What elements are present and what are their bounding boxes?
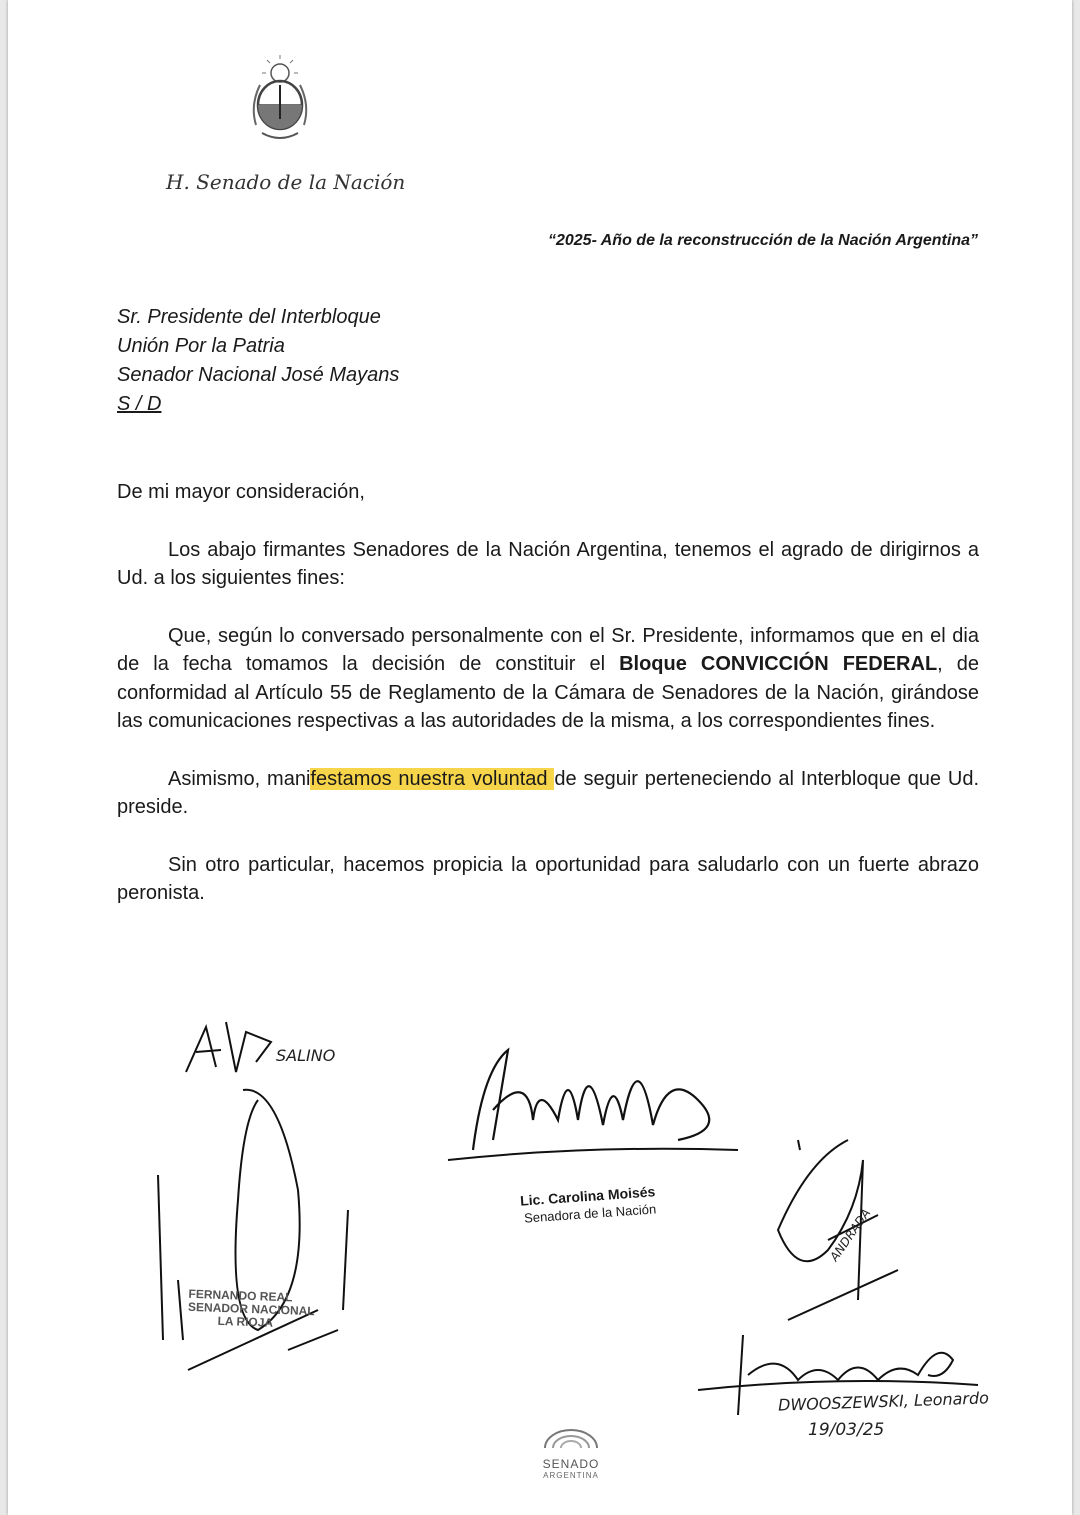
addressee-line-sd: S / D [117, 393, 162, 415]
paragraph-decision [117, 622, 979, 736]
addressee-line: Unión Por la Patria [117, 335, 285, 357]
paragraph-text: , de conformidad al Artículo 55 de Reglamento de la Cámara de Senadores de la Nación, girándose las comunicaciones respectivas a las autoridades de la misma, a los correspondientes fines. [117, 653, 980, 732]
addressee-line: Sr. Presidente del Interbloque [117, 306, 381, 328]
stamp-line: FERNANDO REAL [188, 1286, 293, 1305]
paragraph-text: Que, según lo conversado personalmente con el Sr. Presidente, informamos que en el dia de la fecha tomamos la decisión de constituir el [117, 624, 979, 675]
paragraph-text: Asimismo, mani [168, 767, 311, 790]
bloque-name: Bloque CONVICCIÓN FEDERAL [619, 653, 938, 675]
national-coat-of-arms-icon [240, 55, 320, 147]
highlighted-text: festamos nuestra voluntad [310, 767, 555, 790]
signature-real [148, 1080, 358, 1380]
salutation: De mi mayor consideración, [117, 481, 365, 503]
senate-chamber-icon [541, 1428, 601, 1450]
senado-argentina-logo [536, 1428, 606, 1488]
letter-page [8, 0, 1072, 1515]
paragraph-intro: Los abajo firmantes Senadores de la Nación Argentina, tenemos el agrado de dirigirnos a Ud. a los siguientes fines: [117, 538, 979, 589]
logo-name: SENADO [542, 1457, 600, 1471]
signature-andrada [768, 1120, 918, 1330]
handwritten-salino: SALINO [276, 1046, 336, 1065]
stamp-line: LA RIOJA [217, 1313, 274, 1330]
senate-heading: H. Senado de la Nación [166, 170, 406, 194]
stamp-line: SENADOR NACIONAL [187, 1299, 315, 1319]
signatory-name: Lic. Carolina Moisés [519, 1183, 656, 1209]
paragraph-closing: Sin otro particular, hacemos propicia la oportunidad para saludarlo con un fuerte abrazo peronista. [117, 853, 979, 904]
handwritten-andrada: ANDRADA [827, 1206, 874, 1264]
year-motto: “2025- Año de la reconstrucción de la Nación Argentina” [547, 232, 978, 249]
handwritten-name: DWOOSZEWSKI, Leonardo [777, 1388, 990, 1415]
handwritten-date: 19/03/25 [808, 1420, 885, 1440]
signatory-stamp-real [187, 1288, 315, 1331]
signatory-role: Senadora de la Nación [523, 1201, 657, 1226]
addressee-line: Senador Nacional José Mayans [117, 364, 400, 386]
logo-subtitle: ARGENTINA [543, 1471, 599, 1480]
letter-body [117, 478, 979, 937]
paragraph-text: de seguir perteneciendo al Interbloque que Ud. preside. [117, 767, 980, 818]
addressee-block [117, 303, 399, 419]
signature-carolina [438, 1030, 738, 1190]
paragraph-will [117, 765, 979, 822]
